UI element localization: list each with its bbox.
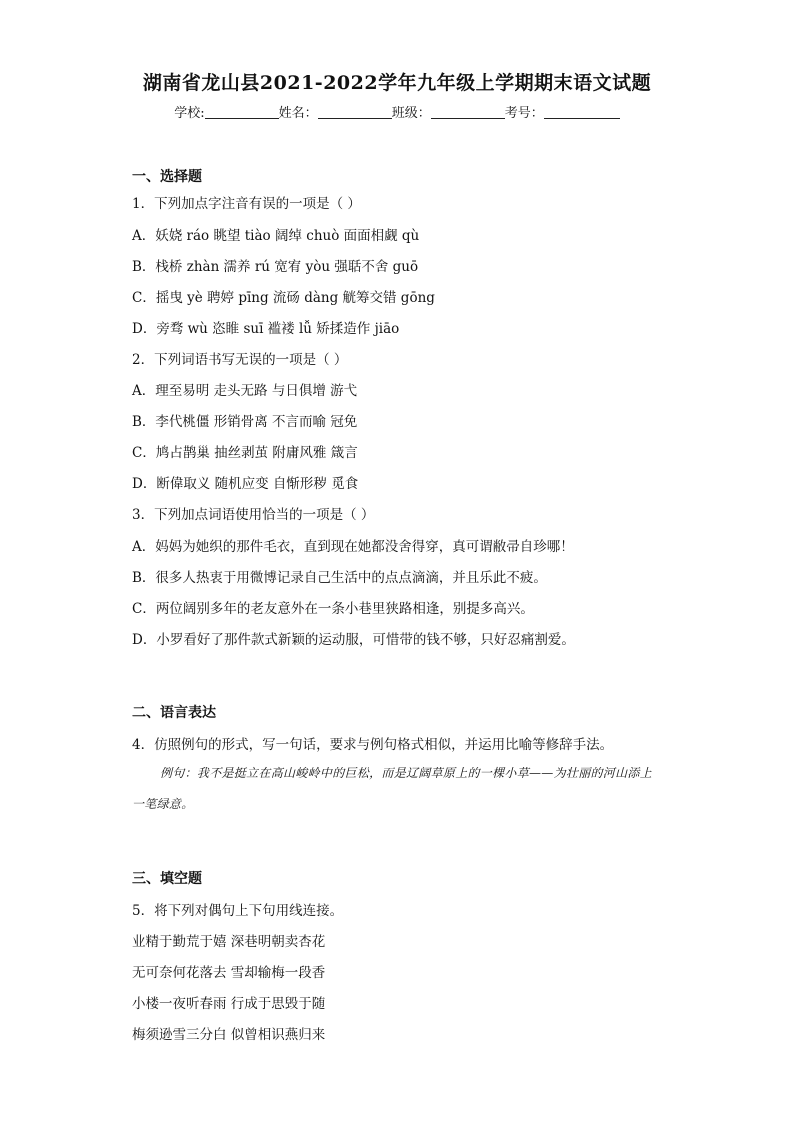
question-1-stem: 1．下列加点字注音有误的一项是（ ） — [132, 196, 361, 212]
question-2-stem: 2．下列词语书写无误的一项是（ ） — [132, 352, 348, 368]
question-2-option-b: B．李代桃僵 形销骨离 不言而喻 冠免 — [132, 414, 358, 430]
question-1-option-a: A．妖娆 ráo 眺望 tiào 阔绰 chuò 面面相觑 qù — [132, 228, 420, 244]
section-heading-choice: 一、选择题 — [132, 169, 202, 185]
question-2-option-d: D．断偉取义 随机应变 自惭形秽 觅食 — [132, 476, 359, 492]
question-5-stem: 5．将下列对偶句上下句用线连接。 — [132, 903, 344, 919]
section-heading-expression: 二、语言表达 — [132, 705, 216, 721]
question-1-option-c: C．摇曳 yè 聘婷 pīng 流砀 dàng 觥筹交错 gōng — [132, 290, 435, 306]
page-title: 湖南省龙山县2021-2022学年九年级上学期期末语文试题 — [142, 72, 652, 94]
section-heading-fill: 三、填空题 — [132, 871, 202, 887]
question-3-option-b: B．很多人热衷于用微博记录自己生活中的点点滴滴，并且乐此不疲。 — [132, 570, 547, 586]
question-1-option-d: D．旁骛 wù 恣睢 suī 褴褛 lǚ 矫揉造作 jiāo — [132, 321, 400, 337]
number-label: 考号： — [504, 106, 544, 121]
couplet-row: 业精于勤荒于嬉 深巷明朝卖杏花 — [132, 934, 326, 950]
school-label: 学校: — [174, 106, 205, 121]
couplet-row: 梅须逊雪三分白 似曾相识燕归来 — [132, 1027, 326, 1043]
question-3-stem: 3．下列加点词语使用恰当的一项是（ ） — [132, 507, 375, 523]
question-3-option-c: C．两位阔别多年的老友意外在一条小巷里狭路相逢，别提多高兴。 — [132, 601, 534, 617]
student-info-line — [0, 102, 794, 121]
couplet-row: 小楼一夜听春雨 行成于思毁于随 — [132, 996, 326, 1012]
question-3-option-d: D．小罗看好了那件款式新颖的运动服，可惜带的钱不够，只好忍痛割爱。 — [132, 632, 575, 648]
name-blank[interactable] — [318, 104, 392, 119]
number-blank[interactable] — [544, 104, 620, 119]
question-4-example: 例句：我不是挺立在高山峻岭中的巨松，而是辽阔草原上的一棵小草——为壮丽的河山添上一笔绿意。 — [132, 766, 653, 811]
school-blank[interactable] — [205, 104, 279, 119]
question-4-stem: 4．仿照例句的形式，写一句话，要求与例句格式相似，并运用比喻等修辞手法。 — [132, 737, 614, 753]
question-2-option-c: C．鸠占鹊巢 抽丝剥茧 附庸风雅 箴言 — [132, 445, 358, 461]
question-3-option-a: A．妈妈为她织的那件毛衣，直到现在她都没舍得穿，真可谓敝帚自珍哪！ — [132, 539, 574, 555]
class-blank[interactable] — [431, 104, 505, 119]
question-1-option-b: B．栈桥 zhàn 濡养 rú 宽宥 yòu 强聒不舍 guō — [132, 259, 419, 275]
couplet-row: 无可奈何花落去 雪却输梅一段香 — [132, 965, 326, 981]
class-label: 班级： — [391, 106, 431, 121]
name-label: 姓名： — [278, 106, 318, 121]
question-2-option-a: A．理至易明 走头无路 与日俱增 游弋 — [132, 383, 358, 399]
